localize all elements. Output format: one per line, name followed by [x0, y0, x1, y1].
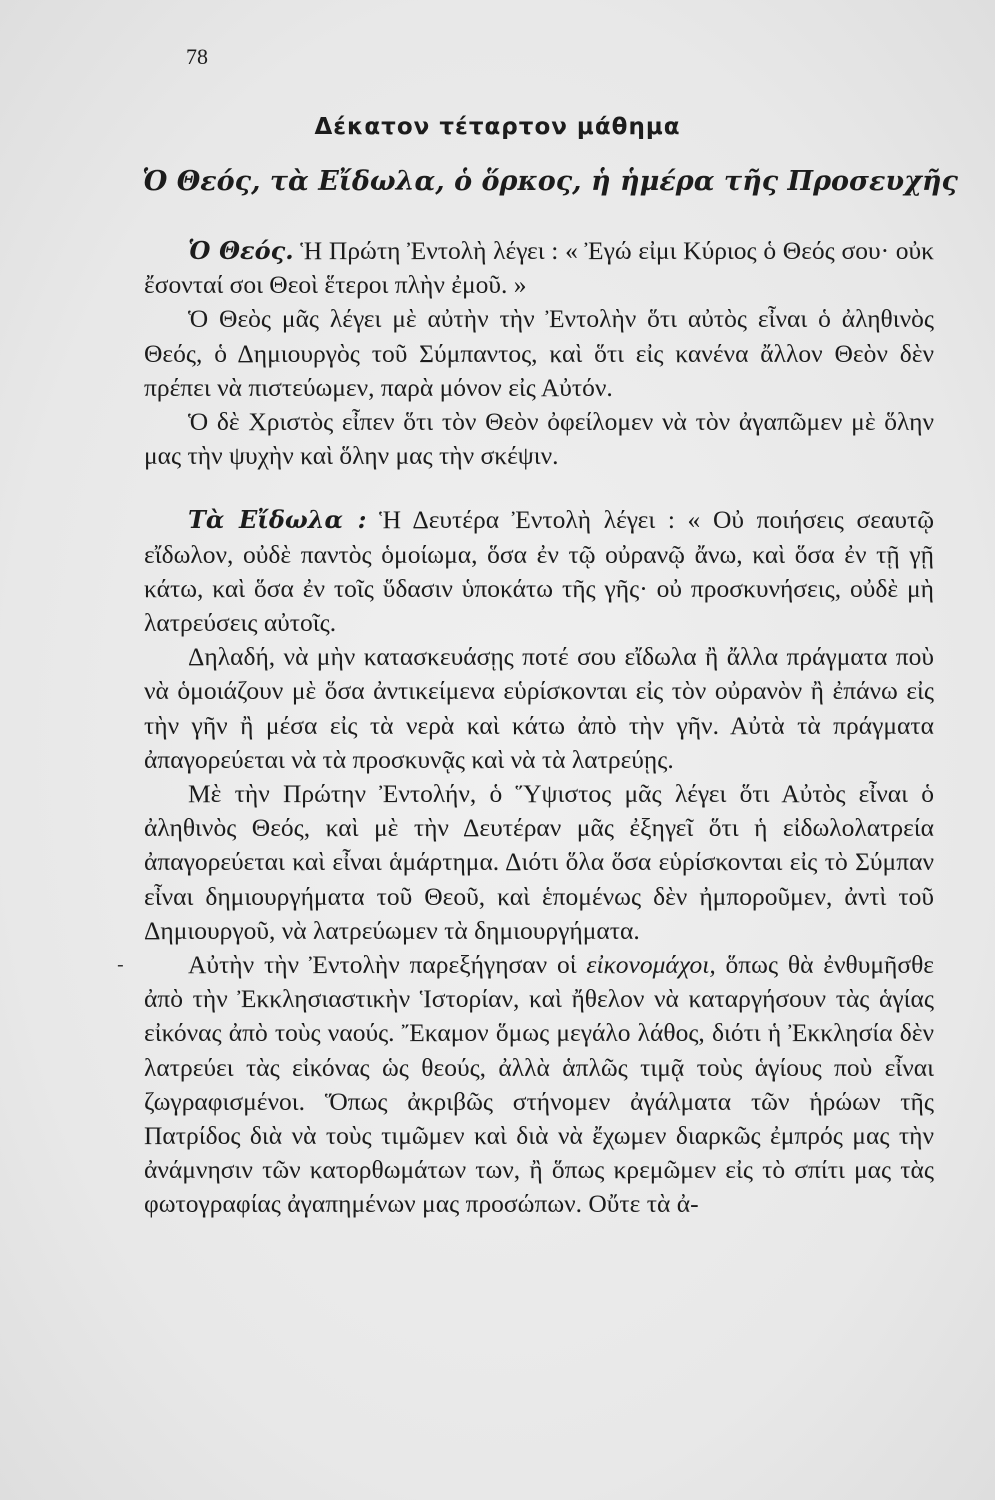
- margin-mark: -: [117, 952, 124, 976]
- lesson-subtitle: Ὁ Θεός, τὰ Εἴδωλα, ὁ ὅρκος, ἡ ἡμέρα τῆς Προσευχῆς: [142, 166, 958, 197]
- page-number: 78: [186, 44, 208, 69]
- paragraph-eidola-4: [144, 948, 934, 1222]
- emphasized-term: εἰκονομάχοι,: [586, 950, 716, 980]
- paragraph-theos-3: Ὁ δὲ Χριστὸς εἶπεν ὅτι τὸν Θεὸν ὀφείλομεν νὰ τὸν ἀγαπῶμεν μὲ ὅλην μας τὴν ψυχὴν καὶ ὅλην μας τὴν σκέψιν.: [144, 407, 934, 471]
- paragraph-text: Ἡ Πρώτη Ἐντολὴ λέγει : « Ἐγώ εἰμι Κύριος ὁ Θεός σου· οὐκ ἔσονταί σοι Θεοὶ ἕτεροι πλὴν ἐμοῦ. »: [144, 236, 935, 300]
- section-lead-eidola: Τὰ Εἴδωλα :: [188, 505, 367, 535]
- paragraph-eidola-3: Μὲ τὴν Πρώτην Ἐντολήν, ὁ Ὕψιστος μᾶς λέγει ὅτι Αὐτὸς εἶναι ὁ ἀληθινὸς Θεός, καὶ μὲ τὴν Δευτέραν μᾶς ἐξηγεῖ ὅτι ἡ εἰδωλολατρεία ἀπαγορεύεται καὶ εἶναι ἁμάρτημα. Διότι ὅλα ὅσα εὑρίσκονται εἰς τὸ Σύμπαν εἶναι δημιουργήματα τοῦ Θεοῦ, καὶ ἑπομένως δὲν ἠμποροῦμεν, ἀντὶ τοῦ Δημιουργοῦ, νὰ λατρεύωμεν τὰ δημιουργήματα.: [144, 779, 934, 945]
- chapter-title: Δέκατον τέταρτον μάθημα: [314, 114, 681, 140]
- paragraph-theos-2: Ὁ Θεὸς μᾶς λέγει μὲ αὐτὴν τὴν Ἐντολὴν ὅτι αὐτὸς εἶναι ὁ ἀληθινὸς Θεός, ὁ Δημιουργὸς τοῦ Σύμπαντος, καὶ ὅτι εἰς κανένα ἄλλον Θεὸν δὲν πρέπει νὰ πιστεύωμεν, παρὰ μόνον εἰς Αὐτόν.: [144, 304, 934, 402]
- section-lead-theos: Ὁ Θεός.: [188, 236, 294, 265]
- paragraph-eidola-1: [144, 503, 934, 640]
- paragraph-text: Αὐτὴν τὴν Ἐντολὴν παρεξήγησαν οἱ: [188, 950, 577, 980]
- paragraph-eidola-2: Δηλαδή, νὰ μὴν κατασκευάσῃς ποτέ σου εἴδωλα ἢ ἄλλα πράγματα ποὺ νὰ ὁμοιάζουν μὲ ὅσα ἀντικείμενα εὑρίσκονται εἰς τὸν οὐρανὸν ἢ ἐπάνω εἰς τὴν γῆν ἢ μέσα εἰς τὰ νερὰ καὶ κάτω ἀπὸ τὴν γῆν. Αὐτὰ τὰ πράγματα ἀπαγορεύεται νὰ τὰ προσκυνᾷς καὶ νὰ τὰ λατρεύῃς.: [144, 642, 934, 774]
- paragraph-theos-1: [144, 234, 934, 302]
- paragraph-text: Ἡ Δευτέρα Ἐντολὴ λέγει : « Οὐ ποιήσεις σεαυτῷ εἴδωλον, οὐδὲ παντὸς ὁμοίωμα, ὅσα ἐν τῷ οὐρανῷ ἄνω, καὶ ὅσα ἐν τῇ γῇ κάτω, καὶ ὅσα ἐν τοῖς ὕδασιν ὑποκάτω τῆς γῆς· οὐ προσκυνήσεις, οὐδὲ μὴ λατρεύσεις αὐτοῖς.: [144, 505, 934, 638]
- body-text: [144, 234, 934, 1222]
- paragraph-text: ὅπως θὰ ἐνθυμῆσθε ἀπὸ τὴν Ἐκκλησιαστικὴν Ἱστορίαν, καὶ ἤθελον νὰ καταργήσουν τὰς ἁγίας εἰκόνας ἀπὸ τοὺς ναούς. Ἔκαμον ὅμως μεγάλο λάθος, διότι ἡ Ἐκκλησία δὲν λατρεύει τὰς εἰκόνας ὡς θεούς, ἀλλὰ ἁπλῶς τιμᾷ τοὺς ἁγίους ποὺ εἶναι ζωγραφισμένοι. Ὅπως ἀκριβῶς στήνομεν ἀγάλματα τῶν ἡρώων τῆς Πατρίδος διὰ νὰ τοὺς τιμῶμεν καὶ διὰ νὰ ἔχωμεν διαρκῶς ἐμπρός μας τὴν ἀνάμνησιν τῶν κατορθωμάτων των, ἢ ὅπως κρεμῶμεν εἰς τὸ σπίτι μας τὰς φωτογραφίας ἀγαπημένων μας προσώπων. Οὔτε τὰ ἀ-: [144, 950, 935, 1219]
